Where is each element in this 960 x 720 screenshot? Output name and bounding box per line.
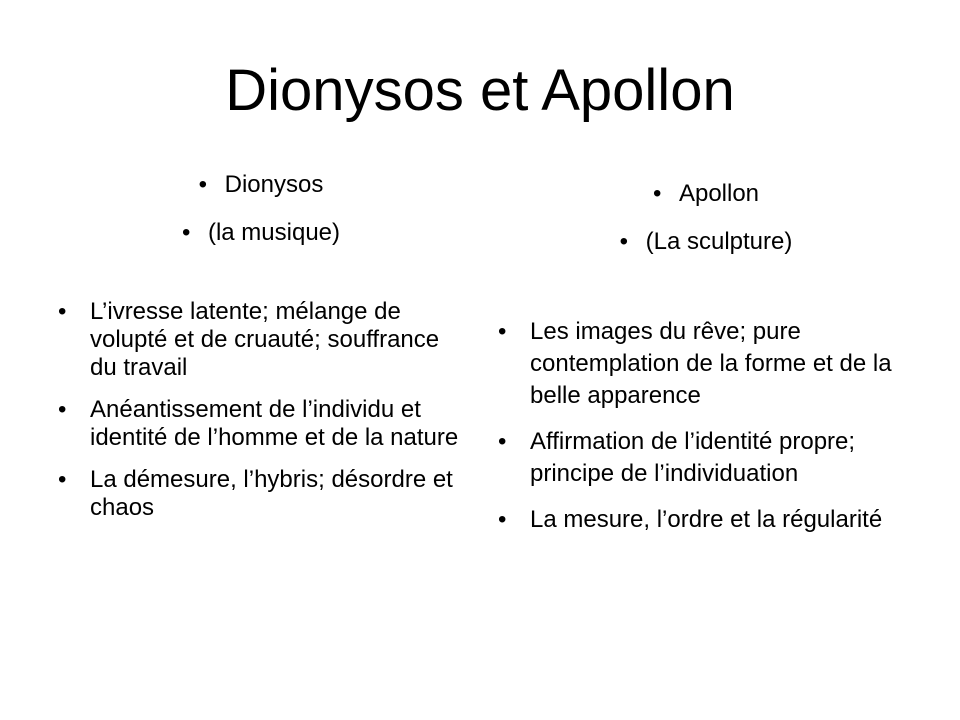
bullet-icon: • bbox=[498, 318, 507, 345]
list-item bbox=[56, 466, 466, 522]
list-item bbox=[56, 298, 466, 382]
point-text: Anéantissement de l’individu et identité de l’homme et de la nature bbox=[90, 396, 459, 451]
apollon-heading-list bbox=[496, 179, 916, 257]
point-text: Affirmation de l’identité propre; principe de l’individuation bbox=[530, 428, 856, 487]
point-text: L’ivresse latente; mélange de volupté et de cruauté; souffrance du travail bbox=[90, 298, 440, 381]
list-item bbox=[496, 504, 916, 536]
dionysos-heading bbox=[56, 170, 466, 200]
bullet-icon: • bbox=[58, 298, 67, 325]
point-text: La démesure, l’hybris; désordre et chaos bbox=[90, 466, 453, 521]
heading-text: Apollon bbox=[678, 180, 760, 207]
dionysos-heading-list bbox=[56, 170, 466, 248]
list-item bbox=[496, 426, 916, 490]
heading-text: (La sculpture) bbox=[645, 228, 793, 255]
heading-text: (la musique) bbox=[207, 219, 341, 246]
apollon-heading bbox=[496, 179, 916, 209]
point-text: La mesure, l’ordre et la régularité bbox=[530, 506, 883, 533]
apollon-subheading bbox=[496, 227, 916, 257]
bullet-icon: • bbox=[652, 180, 662, 207]
point-text: Les images du rêve; pure contemplation de la forme et de la belle apparence bbox=[530, 318, 892, 409]
bullet-icon: • bbox=[58, 466, 67, 493]
list-item bbox=[56, 396, 466, 452]
bullet-icon: • bbox=[58, 396, 67, 423]
list-item bbox=[496, 316, 916, 412]
dionysos-points bbox=[56, 298, 466, 522]
heading-text: Dionysos bbox=[224, 171, 324, 198]
dionysos-subheading bbox=[56, 218, 466, 248]
bullet-icon: • bbox=[498, 506, 507, 533]
bullet-icon: • bbox=[619, 228, 629, 255]
slide-title: Dionysos et Apollon bbox=[225, 58, 735, 123]
bullet-icon: • bbox=[498, 428, 507, 455]
bullet-icon: • bbox=[181, 219, 191, 246]
apollon-points bbox=[496, 316, 916, 536]
bullet-icon: • bbox=[198, 171, 208, 198]
